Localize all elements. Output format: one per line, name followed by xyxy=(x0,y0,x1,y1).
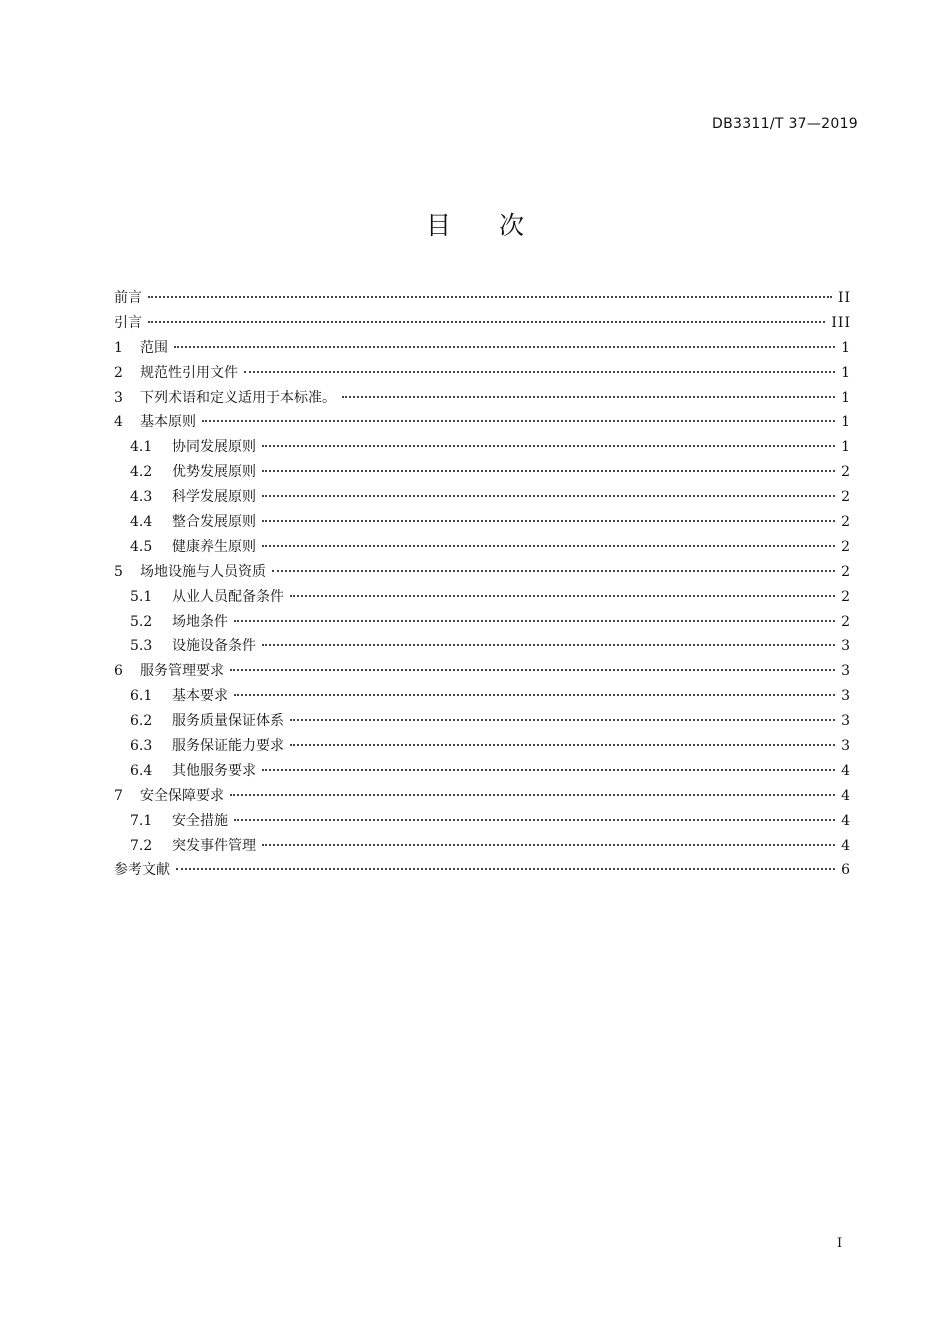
toc-entry-label: 优势发展原则 xyxy=(172,464,256,481)
title-char-2: 次 xyxy=(499,211,525,240)
toc-entry-label: 从业人员配备条件 xyxy=(172,588,284,605)
dot-leader xyxy=(262,445,835,447)
toc-entry-number: 3 xyxy=(114,389,123,406)
page-title xyxy=(0,206,950,242)
dot-leader xyxy=(262,769,835,771)
dot-leader xyxy=(234,694,835,696)
toc-entry[interactable] xyxy=(114,560,851,585)
dot-leader xyxy=(262,844,835,846)
toc-entry-page: 1 xyxy=(841,414,851,431)
toc-entry-page: 1 xyxy=(841,439,851,456)
toc-entry-page: 4 xyxy=(841,787,851,804)
dot-leader xyxy=(244,371,835,373)
toc-entry-number: 5.3 xyxy=(130,638,153,655)
dot-leader xyxy=(148,321,825,323)
toc-entry-label: 参考文献 xyxy=(114,862,170,879)
toc-entry-number: 4.5 xyxy=(130,538,153,555)
dot-leader xyxy=(234,620,835,622)
toc-entry-number: 7 xyxy=(114,787,123,804)
toc-entry[interactable] xyxy=(114,734,851,759)
toc-entry[interactable] xyxy=(114,386,851,411)
toc-entry-number: 7.1 xyxy=(130,812,153,829)
toc-entry-label: 前言 xyxy=(114,290,142,306)
dot-leader xyxy=(290,744,835,746)
toc-entry-number: 4.1 xyxy=(130,439,153,456)
toc-entry[interactable] xyxy=(114,809,851,834)
toc-entry-label: 基本要求 xyxy=(172,688,228,705)
toc-entry-label: 科学发展原则 xyxy=(172,489,256,506)
toc-entry-number: 2 xyxy=(114,364,123,381)
toc-entry[interactable] xyxy=(114,485,851,510)
toc-entry-number: 7.2 xyxy=(130,837,153,854)
dot-leader xyxy=(230,794,835,796)
toc-entry-page: III xyxy=(831,314,851,331)
toc-entry[interactable] xyxy=(114,510,851,535)
toc-entry-page: 2 xyxy=(841,489,851,506)
toc-entry[interactable] xyxy=(114,410,851,435)
toc-entry-number: 5.1 xyxy=(130,588,153,605)
toc-entry[interactable] xyxy=(114,336,851,361)
dot-leader xyxy=(262,495,835,497)
toc-entry-label: 安全保障要求 xyxy=(140,787,224,804)
toc-entry-page: 3 xyxy=(841,738,851,755)
toc-entry-page: 2 xyxy=(841,563,851,580)
dot-leader xyxy=(174,346,835,348)
toc-entry-page: 2 xyxy=(841,464,851,481)
toc-entry[interactable] xyxy=(114,759,851,784)
toc-entry-number: 1 xyxy=(114,339,123,356)
document-code: DB3311/T 37—2019 xyxy=(712,116,858,132)
toc-entry-page: 4 xyxy=(841,812,851,829)
toc-entry[interactable] xyxy=(114,311,851,336)
toc-entry-label: 服务管理要求 xyxy=(140,663,224,680)
toc-entry-label: 基本原则 xyxy=(140,414,196,431)
dot-leader xyxy=(290,595,835,597)
dot-leader xyxy=(202,420,835,422)
toc-entry-page: 2 xyxy=(841,588,851,605)
toc-entry-number: 6.1 xyxy=(130,688,153,705)
toc-entry[interactable] xyxy=(114,634,851,659)
toc-entry-page: II xyxy=(837,290,851,306)
dot-leader xyxy=(262,545,835,547)
toc-entry-label: 规范性引用文件 xyxy=(140,364,238,381)
page-number: I xyxy=(837,1236,843,1251)
toc-entry-label: 整合发展原则 xyxy=(172,514,256,531)
toc-entry-page: 4 xyxy=(841,762,851,779)
toc-entry-page: 3 xyxy=(841,713,851,730)
toc-entry[interactable] xyxy=(114,784,851,809)
toc-entry-number: 5 xyxy=(114,563,123,580)
toc-entry[interactable] xyxy=(114,460,851,485)
dot-leader xyxy=(176,868,835,870)
toc-entry[interactable] xyxy=(114,659,851,684)
dot-leader xyxy=(342,396,835,398)
toc-entry-label: 服务质量保证体系 xyxy=(172,713,284,730)
toc-entry-label: 引言 xyxy=(114,314,142,331)
toc-entry[interactable] xyxy=(114,709,851,734)
table-of-contents xyxy=(114,286,851,883)
dot-leader xyxy=(290,719,835,721)
toc-entry[interactable] xyxy=(114,435,851,460)
toc-entry-number: 4.2 xyxy=(130,464,153,481)
toc-entry-page: 3 xyxy=(841,663,851,680)
toc-entry-page: 6 xyxy=(841,862,851,879)
toc-entry-label: 其他服务要求 xyxy=(172,762,256,779)
toc-entry[interactable] xyxy=(114,858,851,883)
toc-entry-label: 安全措施 xyxy=(172,812,228,829)
toc-entry-number: 6.2 xyxy=(130,713,153,730)
title-char-1: 目 xyxy=(425,211,451,240)
toc-entry-number: 4.4 xyxy=(130,514,153,531)
toc-entry-label: 健康养生原则 xyxy=(172,538,256,555)
dot-leader xyxy=(230,669,835,671)
toc-entry[interactable] xyxy=(114,585,851,610)
toc-entry-number: 6 xyxy=(114,663,123,680)
dot-leader xyxy=(234,819,835,821)
toc-entry-label: 服务保证能力要求 xyxy=(172,738,284,755)
toc-entry-label: 范围 xyxy=(140,339,168,356)
toc-entry-label: 突发事件管理 xyxy=(172,837,256,854)
toc-entry-label: 场地条件 xyxy=(172,613,228,630)
toc-entry-page: 3 xyxy=(841,688,851,705)
toc-entry-label: 设施设备条件 xyxy=(172,638,256,655)
toc-entry-page: 1 xyxy=(841,364,851,381)
toc-entry[interactable] xyxy=(114,834,851,859)
dot-leader xyxy=(262,470,835,472)
toc-entry[interactable] xyxy=(114,286,851,311)
toc-entry-label: 场地设施与人员资质 xyxy=(140,563,266,580)
dot-leader xyxy=(272,570,835,572)
toc-entry-label: 下列术语和定义适用于本标准。 xyxy=(140,389,336,406)
toc-entry-page: 4 xyxy=(841,837,851,854)
toc-entry-page: 1 xyxy=(841,339,851,356)
toc-entry-page: 2 xyxy=(841,538,851,555)
toc-entry-page: 2 xyxy=(841,613,851,630)
toc-entry[interactable] xyxy=(114,610,851,635)
dot-leader xyxy=(262,520,835,522)
toc-entry[interactable] xyxy=(114,361,851,386)
toc-entry-number: 6.4 xyxy=(130,762,153,779)
toc-entry[interactable] xyxy=(114,535,851,560)
toc-entry[interactable] xyxy=(114,684,851,709)
toc-entry-page: 3 xyxy=(841,638,851,655)
toc-entry-number: 5.2 xyxy=(130,613,153,630)
toc-entry-page: 1 xyxy=(841,389,851,406)
toc-entry-number: 4 xyxy=(114,414,123,431)
toc-entry-page: 2 xyxy=(841,514,851,531)
toc-entry-number: 6.3 xyxy=(130,738,153,755)
dot-leader xyxy=(148,296,832,298)
toc-entry-label: 协同发展原则 xyxy=(172,439,256,456)
dot-leader xyxy=(262,644,835,646)
toc-entry-number: 4.3 xyxy=(130,489,153,506)
